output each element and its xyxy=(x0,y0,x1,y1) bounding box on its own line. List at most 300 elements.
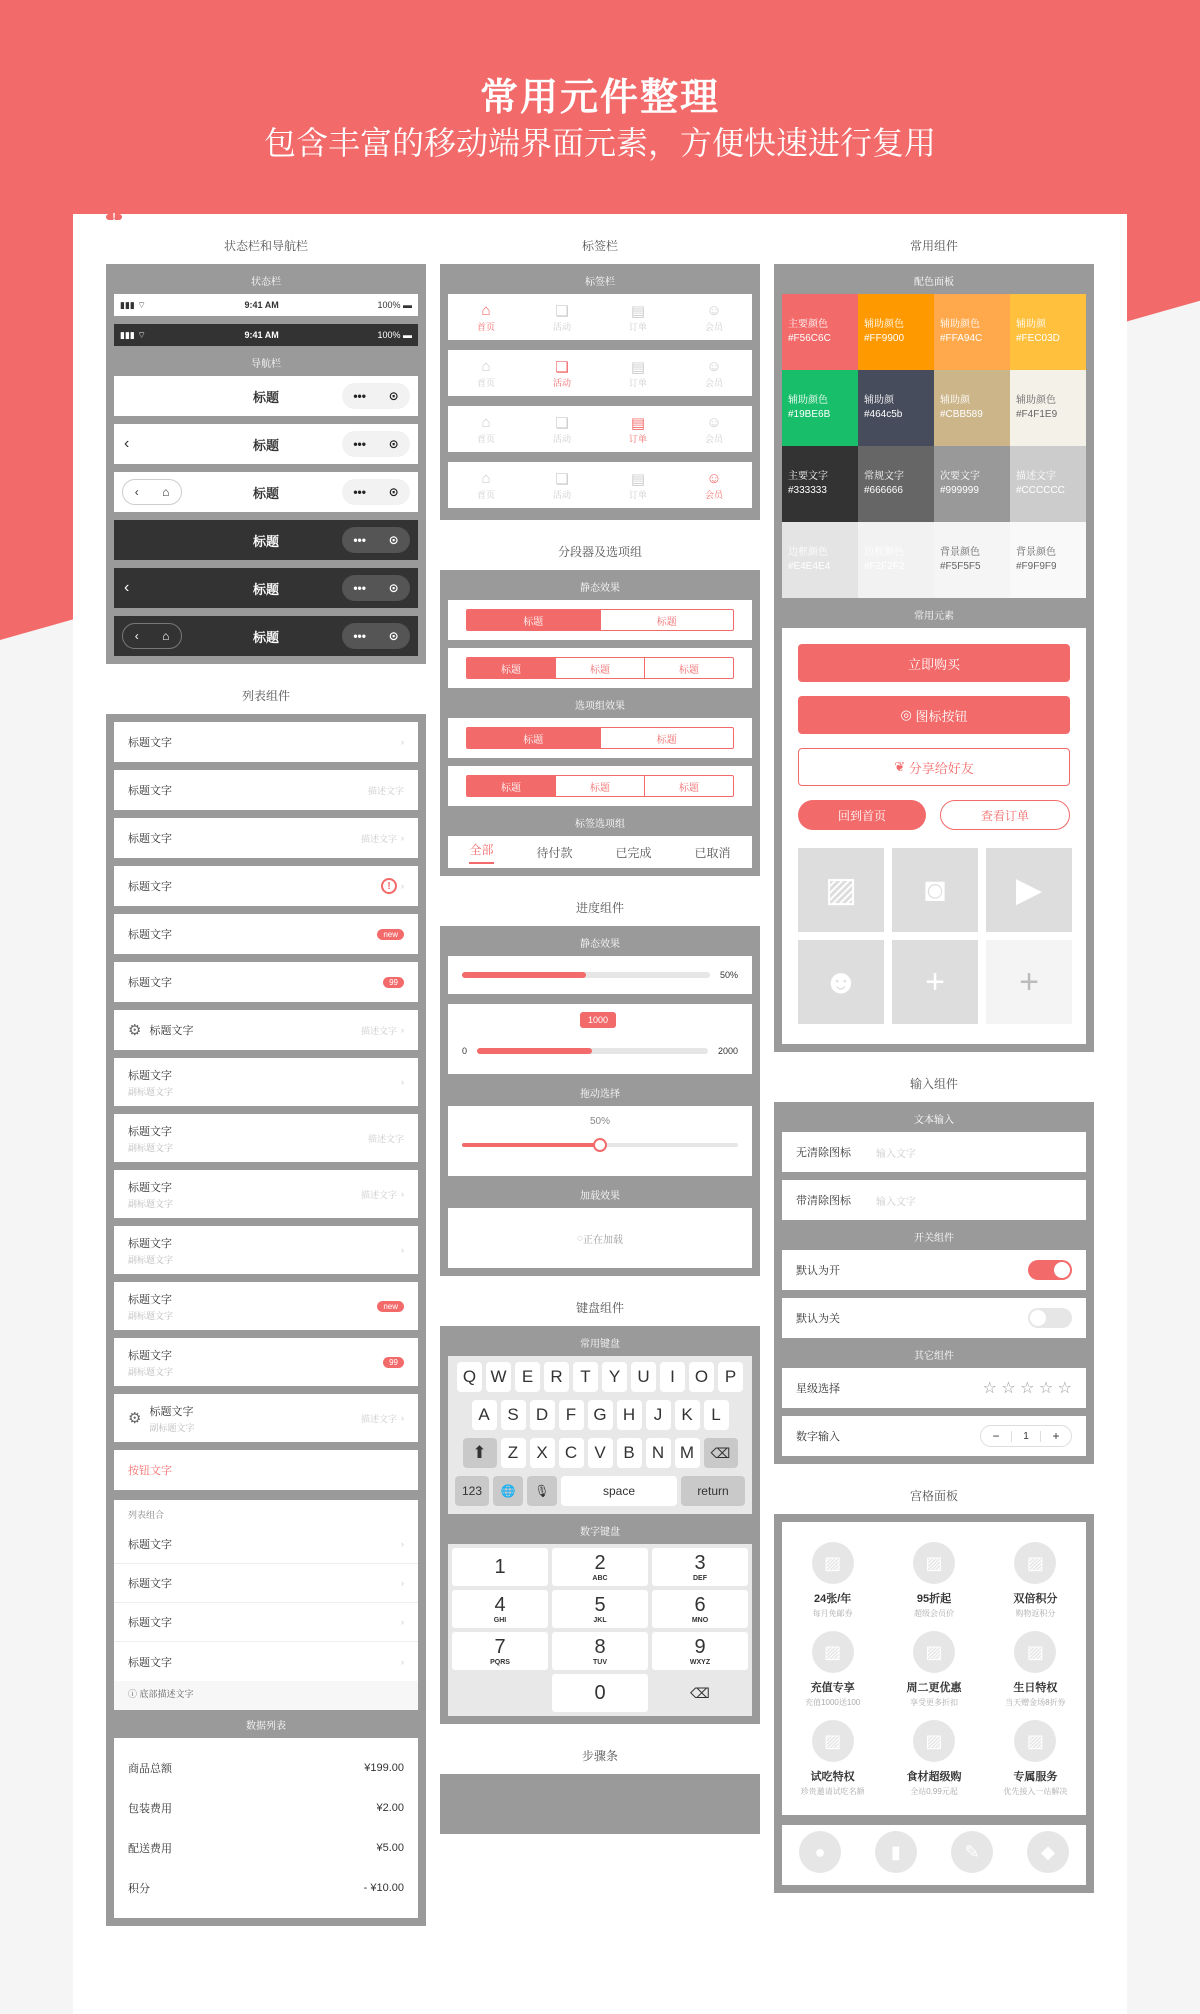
num-letters: MNO xyxy=(691,1617,709,1624)
progress-fill xyxy=(462,972,586,978)
switch-row: 默认为关 xyxy=(782,1298,1086,1338)
sub-label: 状态栏 xyxy=(251,277,281,288)
sub-label: 静态效果 xyxy=(580,583,620,594)
avatar-icon[interactable]: ☻ xyxy=(798,940,884,1024)
grid-sub: 全站0.99元起 xyxy=(910,1787,958,1796)
sub-label: 数据列表 xyxy=(246,1721,286,1732)
nav-bar-dark-home xyxy=(114,616,418,656)
star-row: 星级选择 ☆ ☆ ☆ ☆ ☆ xyxy=(782,1368,1086,1408)
swatch-hex: #333333 xyxy=(788,485,827,496)
tab-home[interactable]: ⌂ 首页 xyxy=(476,357,495,388)
grid-panel xyxy=(774,1514,1094,1893)
num-key[interactable] xyxy=(452,1590,548,1628)
segment[interactable]: 标题 xyxy=(644,658,733,678)
num-key[interactable]: 0 xyxy=(552,1674,648,1712)
warning-icon: ! xyxy=(381,878,397,894)
signal-icon: ▮▮▮ ⌔ xyxy=(120,299,146,310)
user-icon: ☺ xyxy=(706,413,722,431)
tag-tab[interactable]: 已取消 xyxy=(694,845,731,860)
target-icon: ⊙ xyxy=(388,389,399,403)
swatch-hex: #F9F9F9 xyxy=(1016,561,1057,572)
badge: 99 xyxy=(383,977,404,988)
quantity-stepper xyxy=(980,1425,1072,1447)
num-key[interactable] xyxy=(652,1590,748,1628)
color-swatch xyxy=(782,294,858,370)
switch-row: 默认为开 xyxy=(782,1250,1086,1290)
home-icon: ⌂ xyxy=(481,357,491,375)
key[interactable]: V xyxy=(588,1438,613,1468)
list-item[interactable]: ⚙ 标题文字 描述文字 › xyxy=(114,1010,418,1050)
grid-item[interactable] xyxy=(883,1631,984,1720)
grid-item[interactable] xyxy=(883,1542,984,1631)
swatch-hex: #F56C6C xyxy=(788,333,831,344)
swatch-hex: #999999 xyxy=(940,485,979,496)
more-icon: ••• xyxy=(353,485,366,499)
list-item[interactable]: 标题文字 副标题文字 ! › xyxy=(114,1226,418,1274)
doc-icon: ▤ xyxy=(630,470,646,488)
data-row: 商品总额 ¥199.00 xyxy=(118,1748,414,1788)
num-key[interactable] xyxy=(452,1548,548,1586)
tab-order[interactable]: ▤ 订单 xyxy=(628,358,647,388)
num-key[interactable] xyxy=(552,1590,648,1628)
range-tip: 1000 xyxy=(580,1012,616,1028)
back-icon[interactable]: ‹ xyxy=(124,435,130,452)
status-time: 9:41 AM xyxy=(244,300,279,310)
more-icon: ••• xyxy=(353,389,366,403)
home-icon: ⌂ xyxy=(162,629,170,643)
tab-order[interactable]: ▤ 订单 xyxy=(628,302,647,332)
grid-sub: 享受更多折扣 xyxy=(909,1698,958,1707)
signal-icon: ▮▮▮ ⌔ xyxy=(120,329,146,340)
progress-track xyxy=(462,972,710,978)
section-title: 分段器及选项组 xyxy=(557,545,642,559)
key[interactable]: R xyxy=(544,1362,569,1392)
add-icon[interactable]: + xyxy=(892,940,978,1024)
num-key[interactable] xyxy=(652,1548,748,1586)
grid-sub: 珍贵邀请试吃名额 xyxy=(800,1787,865,1796)
share-button[interactable]: ❦ 分享给好友 xyxy=(798,748,1070,786)
home-icon: ⌂ xyxy=(481,413,491,431)
tag-tab[interactable]: 全部 xyxy=(469,841,493,864)
range-max: 2000 xyxy=(717,1046,738,1056)
swatch-hex: #F2F2F2 xyxy=(864,561,905,572)
color-swatch xyxy=(1010,446,1086,522)
capsule[interactable] xyxy=(342,431,410,457)
image-icon: ▨ xyxy=(812,1631,854,1673)
input-panel xyxy=(774,1102,1094,1464)
num-digit: 5 xyxy=(594,1594,606,1616)
target-icon: ⊙ xyxy=(388,629,399,643)
option-row xyxy=(448,718,752,758)
gift-icon: ❏ xyxy=(555,414,569,432)
key[interactable]: H xyxy=(617,1400,642,1430)
list-item[interactable]: 标题文字 副标题文字 描述文字 › xyxy=(114,1170,418,1218)
home-icon: ⌂ xyxy=(162,485,170,499)
camera-icon[interactable]: ◙ xyxy=(892,848,978,932)
badge: 99 xyxy=(383,1357,404,1368)
key[interactable]: X xyxy=(530,1438,555,1468)
segment[interactable]: 标题 xyxy=(467,658,555,678)
swatch-hex: #666666 xyxy=(864,485,903,496)
image-icon: ▨ xyxy=(913,1542,955,1584)
icon-button[interactable]: ◎ 图标按钮 xyxy=(798,696,1070,734)
swatch-name: 辅助颜色 xyxy=(864,319,904,330)
option-row xyxy=(448,766,752,806)
tab-member[interactable]: ☺ 会员 xyxy=(704,301,723,332)
grid-item[interactable] xyxy=(883,1720,984,1809)
grid-item[interactable] xyxy=(985,1631,1086,1720)
delete-icon[interactable]: ⌫ xyxy=(690,1684,710,1701)
swatch-name: 辅助颜色 xyxy=(788,395,828,406)
swatch-hex: #FEC03D xyxy=(1016,333,1060,344)
list-item[interactable]: 标题文字 副标题文字 99 xyxy=(114,1338,418,1386)
color-palette xyxy=(782,294,1086,598)
slider-thumb[interactable] xyxy=(593,1138,607,1152)
section-title: 输入组件 xyxy=(909,1077,958,1091)
key[interactable]: E xyxy=(515,1362,540,1392)
empty-key xyxy=(452,1674,548,1712)
return-key[interactable]: return xyxy=(681,1476,745,1506)
back-icon: ‹ xyxy=(134,485,139,499)
swatch-name: 辅助颜 xyxy=(864,395,894,406)
key[interactable]: G xyxy=(588,1400,613,1430)
swatch-name: 次要文字 xyxy=(940,471,980,482)
sub-label: 常用键盘 xyxy=(580,1339,620,1350)
section-title: 步骤条 xyxy=(581,1749,618,1763)
text-input[interactable]: 输入文字 xyxy=(876,1196,916,1208)
list-item[interactable]: ⚙ 标题文字 副标题文字 描述文字 › xyxy=(114,1394,418,1442)
drag-slider[interactable] xyxy=(448,1106,752,1176)
delete-icon[interactable]: ⌫ xyxy=(704,1438,738,1468)
plus-button[interactable]: + xyxy=(1052,1429,1060,1443)
key[interactable]: M xyxy=(675,1438,700,1468)
option[interactable]: 标题 xyxy=(600,728,734,748)
list-item[interactable]: 标题文字 › xyxy=(114,1564,418,1603)
tab-activity[interactable]: ❏ 活动 xyxy=(552,470,571,500)
add-outline-icon[interactable]: + xyxy=(986,940,1072,1024)
sub-label: 标签选项组 xyxy=(575,819,625,830)
sub-label: 开关组件 xyxy=(914,1233,954,1244)
tab-order[interactable]: ▤ 订单 xyxy=(628,414,647,444)
num-digit: 9 xyxy=(694,1636,706,1658)
user-icon: ☺ xyxy=(706,469,722,487)
fish-icon[interactable]: ◆ xyxy=(1027,1831,1069,1873)
qwerty-keyboard xyxy=(448,1356,752,1514)
star-rating[interactable]: ☆ ☆ ☆ ☆ ☆ xyxy=(982,1380,1072,1397)
tab-member[interactable]: ☺ 会员 xyxy=(704,413,723,444)
gift-icon: ❏ xyxy=(555,302,569,320)
target-icon: ⊙ xyxy=(388,485,399,499)
list-item[interactable]: 标题文字 副标题文字 › xyxy=(114,1058,418,1106)
grid-sub: 每月免邮券 xyxy=(812,1609,853,1618)
tab-activity[interactable]: ❏ 活动 xyxy=(552,414,571,444)
sub-label: 导航栏 xyxy=(251,359,281,370)
section-title: 列表组件 xyxy=(241,689,290,703)
grid-item[interactable] xyxy=(985,1542,1086,1631)
swatch-name: 辅助颜 xyxy=(940,395,970,406)
tool-icon[interactable]: ✎ xyxy=(951,1831,993,1873)
sub-label: 配色面板 xyxy=(914,277,954,288)
key[interactable]: L xyxy=(704,1400,729,1430)
num-letters: WXYZ xyxy=(689,1659,711,1666)
sub-label: 其它组件 xyxy=(914,1351,954,1362)
segment[interactable]: 标题 xyxy=(467,610,600,630)
list-item[interactable]: 标题文字 描述文字 xyxy=(114,770,418,810)
tag-tab[interactable]: 已完成 xyxy=(615,845,652,860)
num-key[interactable] xyxy=(552,1632,648,1670)
num-key[interactable] xyxy=(552,1548,648,1586)
list-item[interactable]: 标题文字 new xyxy=(114,914,418,954)
section-title: 常用组件 xyxy=(909,239,958,253)
key[interactable]: F xyxy=(559,1400,584,1430)
gear-icon: ⚙ xyxy=(128,1410,142,1427)
key[interactable]: T xyxy=(573,1362,598,1392)
home-icon: ⌂ xyxy=(481,469,491,487)
trash-icon[interactable]: ▮ xyxy=(875,1831,917,1873)
image-icon: ▨ xyxy=(812,1720,854,1762)
section-title: 宫格面板 xyxy=(909,1489,958,1503)
option[interactable]: 标题 xyxy=(467,728,600,748)
capsule[interactable] xyxy=(342,527,410,553)
sub-label: 标签栏 xyxy=(585,277,615,288)
list-group xyxy=(114,1500,418,1710)
swatch-hex: #CBB589 xyxy=(940,409,983,420)
camera-icon: ◎ xyxy=(900,707,916,722)
list-item[interactable]: 标题文字 副标题文字 new xyxy=(114,1282,418,1330)
text-input[interactable]: 输入文字 xyxy=(876,1148,916,1160)
keyboard-panel xyxy=(440,1326,760,1724)
image-icon: ▨ xyxy=(913,1720,955,1762)
key[interactable]: U xyxy=(631,1362,656,1392)
color-swatch xyxy=(782,446,858,522)
view-order-button[interactable]: 查看订单 xyxy=(940,800,1070,830)
range-slider[interactable] xyxy=(448,1004,752,1074)
color-swatch xyxy=(934,446,1010,522)
progress-pct: 50% xyxy=(719,970,738,980)
swatch-hex: #FFA94C xyxy=(940,333,983,344)
segment-row xyxy=(448,648,752,688)
buy-now-button[interactable]: 立即购买 xyxy=(798,644,1070,682)
shift-key[interactable]: ⬆ xyxy=(463,1438,497,1468)
sub-label: 选项组效果 xyxy=(575,701,625,712)
image-icon: ▨ xyxy=(812,1542,854,1584)
mic-icon[interactable]: 🎙 xyxy=(527,1476,557,1506)
key[interactable]: J xyxy=(646,1400,671,1430)
swatch-name: 主要颜色 xyxy=(788,319,828,330)
key[interactable]: B xyxy=(617,1438,642,1468)
key[interactable]: K xyxy=(675,1400,700,1430)
color-swatch xyxy=(934,294,1010,370)
tab-home[interactable]: ⌂ 首页 xyxy=(476,469,495,500)
list-item[interactable]: 标题文字 › xyxy=(114,1603,418,1642)
key[interactable]: I xyxy=(660,1362,685,1392)
key[interactable]: A xyxy=(472,1400,497,1430)
section-title: 键盘组件 xyxy=(575,1301,624,1315)
back-icon[interactable]: ‹ xyxy=(124,579,130,596)
color-swatch xyxy=(782,370,858,446)
toggle-on[interactable] xyxy=(1028,1260,1072,1280)
list-item[interactable]: 标题文字 › xyxy=(114,1525,418,1564)
num-letters: DEF xyxy=(693,1575,707,1582)
num-digit: 7 xyxy=(494,1636,506,1658)
nav-bar-home xyxy=(114,472,418,512)
list-item[interactable]: 标题文字 99 xyxy=(114,962,418,1002)
column-common xyxy=(774,214,1094,1893)
components-sheet xyxy=(73,211,1127,2014)
sub-label: 文本输入 xyxy=(914,1115,954,1126)
list-item[interactable]: 标题文字 ! › xyxy=(114,866,418,906)
option[interactable]: 标题 xyxy=(467,776,555,796)
image-grid xyxy=(798,848,1070,1024)
key[interactable]: O xyxy=(689,1362,714,1392)
icon-row xyxy=(782,1825,1086,1885)
grid-sub: 充值1000送100 xyxy=(805,1698,861,1707)
number-keyboard xyxy=(448,1544,752,1716)
key[interactable]: Y xyxy=(602,1362,627,1392)
tab-member[interactable]: ☺ 会员 xyxy=(704,357,723,388)
num-letters: ABC xyxy=(592,1575,608,1582)
list-item[interactable]: 标题文字 副标题文字 描述文字 xyxy=(114,1114,418,1162)
swatch-hex: #E4E4E4 xyxy=(788,561,831,572)
grid-item[interactable] xyxy=(782,1542,883,1631)
color-swatch xyxy=(858,522,934,598)
stepper-value[interactable]: 1 xyxy=(1011,1431,1041,1442)
number-row: 数字输入 − 1 + xyxy=(782,1416,1086,1456)
gift-icon: ❏ xyxy=(555,470,569,488)
back-home-button[interactable]: 回到首页 xyxy=(798,800,926,830)
capsule[interactable] xyxy=(342,479,410,505)
swatch-name: 边框颜色 xyxy=(788,547,828,558)
image-icon: ▨ xyxy=(913,1631,955,1673)
key[interactable]: N xyxy=(646,1438,671,1468)
tab-order[interactable]: ▤ 订单 xyxy=(628,470,647,500)
more-icon: ••• xyxy=(353,437,366,451)
list-item[interactable]: 标题文字 › xyxy=(114,722,418,762)
num-switch-key[interactable]: 123 xyxy=(455,1476,489,1506)
capsule[interactable] xyxy=(342,623,410,649)
common-panel xyxy=(774,264,1094,1052)
list-item[interactable]: 标题文字 描述文字 › xyxy=(114,818,418,858)
num-digit: 2 xyxy=(594,1552,606,1574)
steps-panel xyxy=(440,1774,760,1834)
num-key[interactable] xyxy=(652,1632,748,1670)
tab-home[interactable]: ⌂ 首页 xyxy=(476,301,495,332)
nav-title: 标题 xyxy=(252,533,279,549)
capsule[interactable] xyxy=(342,383,410,409)
grid-title: 充值专享 xyxy=(810,1682,855,1694)
text-button[interactable]: 按钮文字 xyxy=(114,1450,418,1490)
image-icon: ▨ xyxy=(1014,1720,1056,1762)
key[interactable]: P xyxy=(718,1362,743,1392)
num-letters: JKL xyxy=(593,1617,607,1624)
key[interactable]: S xyxy=(501,1400,526,1430)
tab-home[interactable]: ⌂ 首页 xyxy=(476,413,495,444)
space-key[interactable]: space xyxy=(561,1476,677,1506)
num-digit: 3 xyxy=(694,1552,706,1574)
doc-icon: ▤ xyxy=(630,358,646,376)
key[interactable]: Q xyxy=(457,1362,482,1392)
data-row: 积分 - ¥10.00 xyxy=(118,1868,414,1908)
swatch-hex: #464c5b xyxy=(864,409,903,420)
color-swatch xyxy=(934,370,1010,446)
grid-item[interactable] xyxy=(985,1720,1086,1809)
grid-sub: 当天赠金场8折券 xyxy=(1005,1698,1066,1707)
swatch-name: 辅助颜 xyxy=(1016,319,1046,330)
swatch-hex: #19BE6B xyxy=(788,409,831,420)
capsule[interactable] xyxy=(342,575,410,601)
tab-bar xyxy=(448,294,752,340)
toggle-off[interactable] xyxy=(1028,1308,1072,1328)
segment[interactable]: 标题 xyxy=(555,658,644,678)
footer-desc: ⓘ 底部描述文字 xyxy=(114,1681,418,1710)
num-digit: 4 xyxy=(494,1594,506,1616)
list-item[interactable]: 标题文字 › xyxy=(114,1642,418,1681)
key[interactable]: Z xyxy=(501,1438,526,1468)
tab-activity[interactable]: ❏ 活动 xyxy=(552,302,571,332)
grid-item[interactable] xyxy=(782,1631,883,1720)
key[interactable]: D xyxy=(530,1400,555,1430)
battery: 100% ▬ xyxy=(377,330,412,340)
key[interactable]: C xyxy=(559,1438,584,1468)
num-digit: 1 xyxy=(494,1555,506,1578)
swatch-name: 辅助颜色 xyxy=(940,319,980,330)
tag-tab[interactable]: 待付款 xyxy=(536,845,573,860)
globe-icon[interactable]: 🌐 xyxy=(493,1476,523,1506)
data-row: 包装费用 ¥2.00 xyxy=(118,1788,414,1828)
num-letters: GHI xyxy=(493,1617,507,1624)
doc-icon: ▤ xyxy=(630,302,646,320)
color-swatch xyxy=(858,446,934,522)
column-status-list xyxy=(106,211,426,1926)
warning-icon: ! xyxy=(106,214,122,220)
input-row: 无清除图标 输入文字 xyxy=(782,1132,1086,1172)
color-swatch xyxy=(1010,522,1086,598)
tab-panel xyxy=(440,264,760,520)
key[interactable]: W xyxy=(486,1362,511,1392)
num-digit: 6 xyxy=(694,1594,706,1616)
swatch-name: 背景颜色 xyxy=(940,547,980,558)
grid-sub: 超级会员价 xyxy=(913,1609,954,1618)
badge: new xyxy=(377,929,404,940)
grid-item[interactable] xyxy=(782,1720,883,1809)
image-icon: ▨ xyxy=(1014,1631,1056,1673)
minus-button[interactable]: − xyxy=(992,1429,1000,1443)
apple-icon[interactable]: ● xyxy=(799,1831,841,1873)
color-swatch xyxy=(858,294,934,370)
gear-icon: ⚙ xyxy=(128,1022,142,1039)
option[interactable]: 标题 xyxy=(644,776,733,796)
swatch-hex: #FF9900 xyxy=(864,333,905,344)
swatch-hex: #CCCCCC xyxy=(1016,485,1065,496)
swatch-name: 边框颜色 xyxy=(864,547,904,558)
tab-member[interactable]: ☺ 会员 xyxy=(704,469,723,500)
option[interactable]: 标题 xyxy=(555,776,644,796)
nav-bar-back xyxy=(114,424,418,464)
home-icon: ⌂ xyxy=(481,301,491,319)
status-bar-light xyxy=(114,294,418,316)
range-min: 0 xyxy=(462,1046,468,1056)
tab-activity[interactable]: ❏ 活动 xyxy=(552,358,571,388)
section-title: 进度组件 xyxy=(575,901,624,915)
image-icon[interactable]: ▨ xyxy=(798,848,884,932)
segment[interactable]: 标题 xyxy=(600,610,734,630)
progress-panel xyxy=(440,926,760,1276)
grid-title: 生日特权 xyxy=(1013,1682,1058,1694)
play-icon[interactable]: ▶ xyxy=(986,848,1072,932)
segment-row xyxy=(448,600,752,640)
num-key[interactable] xyxy=(452,1632,548,1670)
user-icon: ☺ xyxy=(706,357,722,375)
